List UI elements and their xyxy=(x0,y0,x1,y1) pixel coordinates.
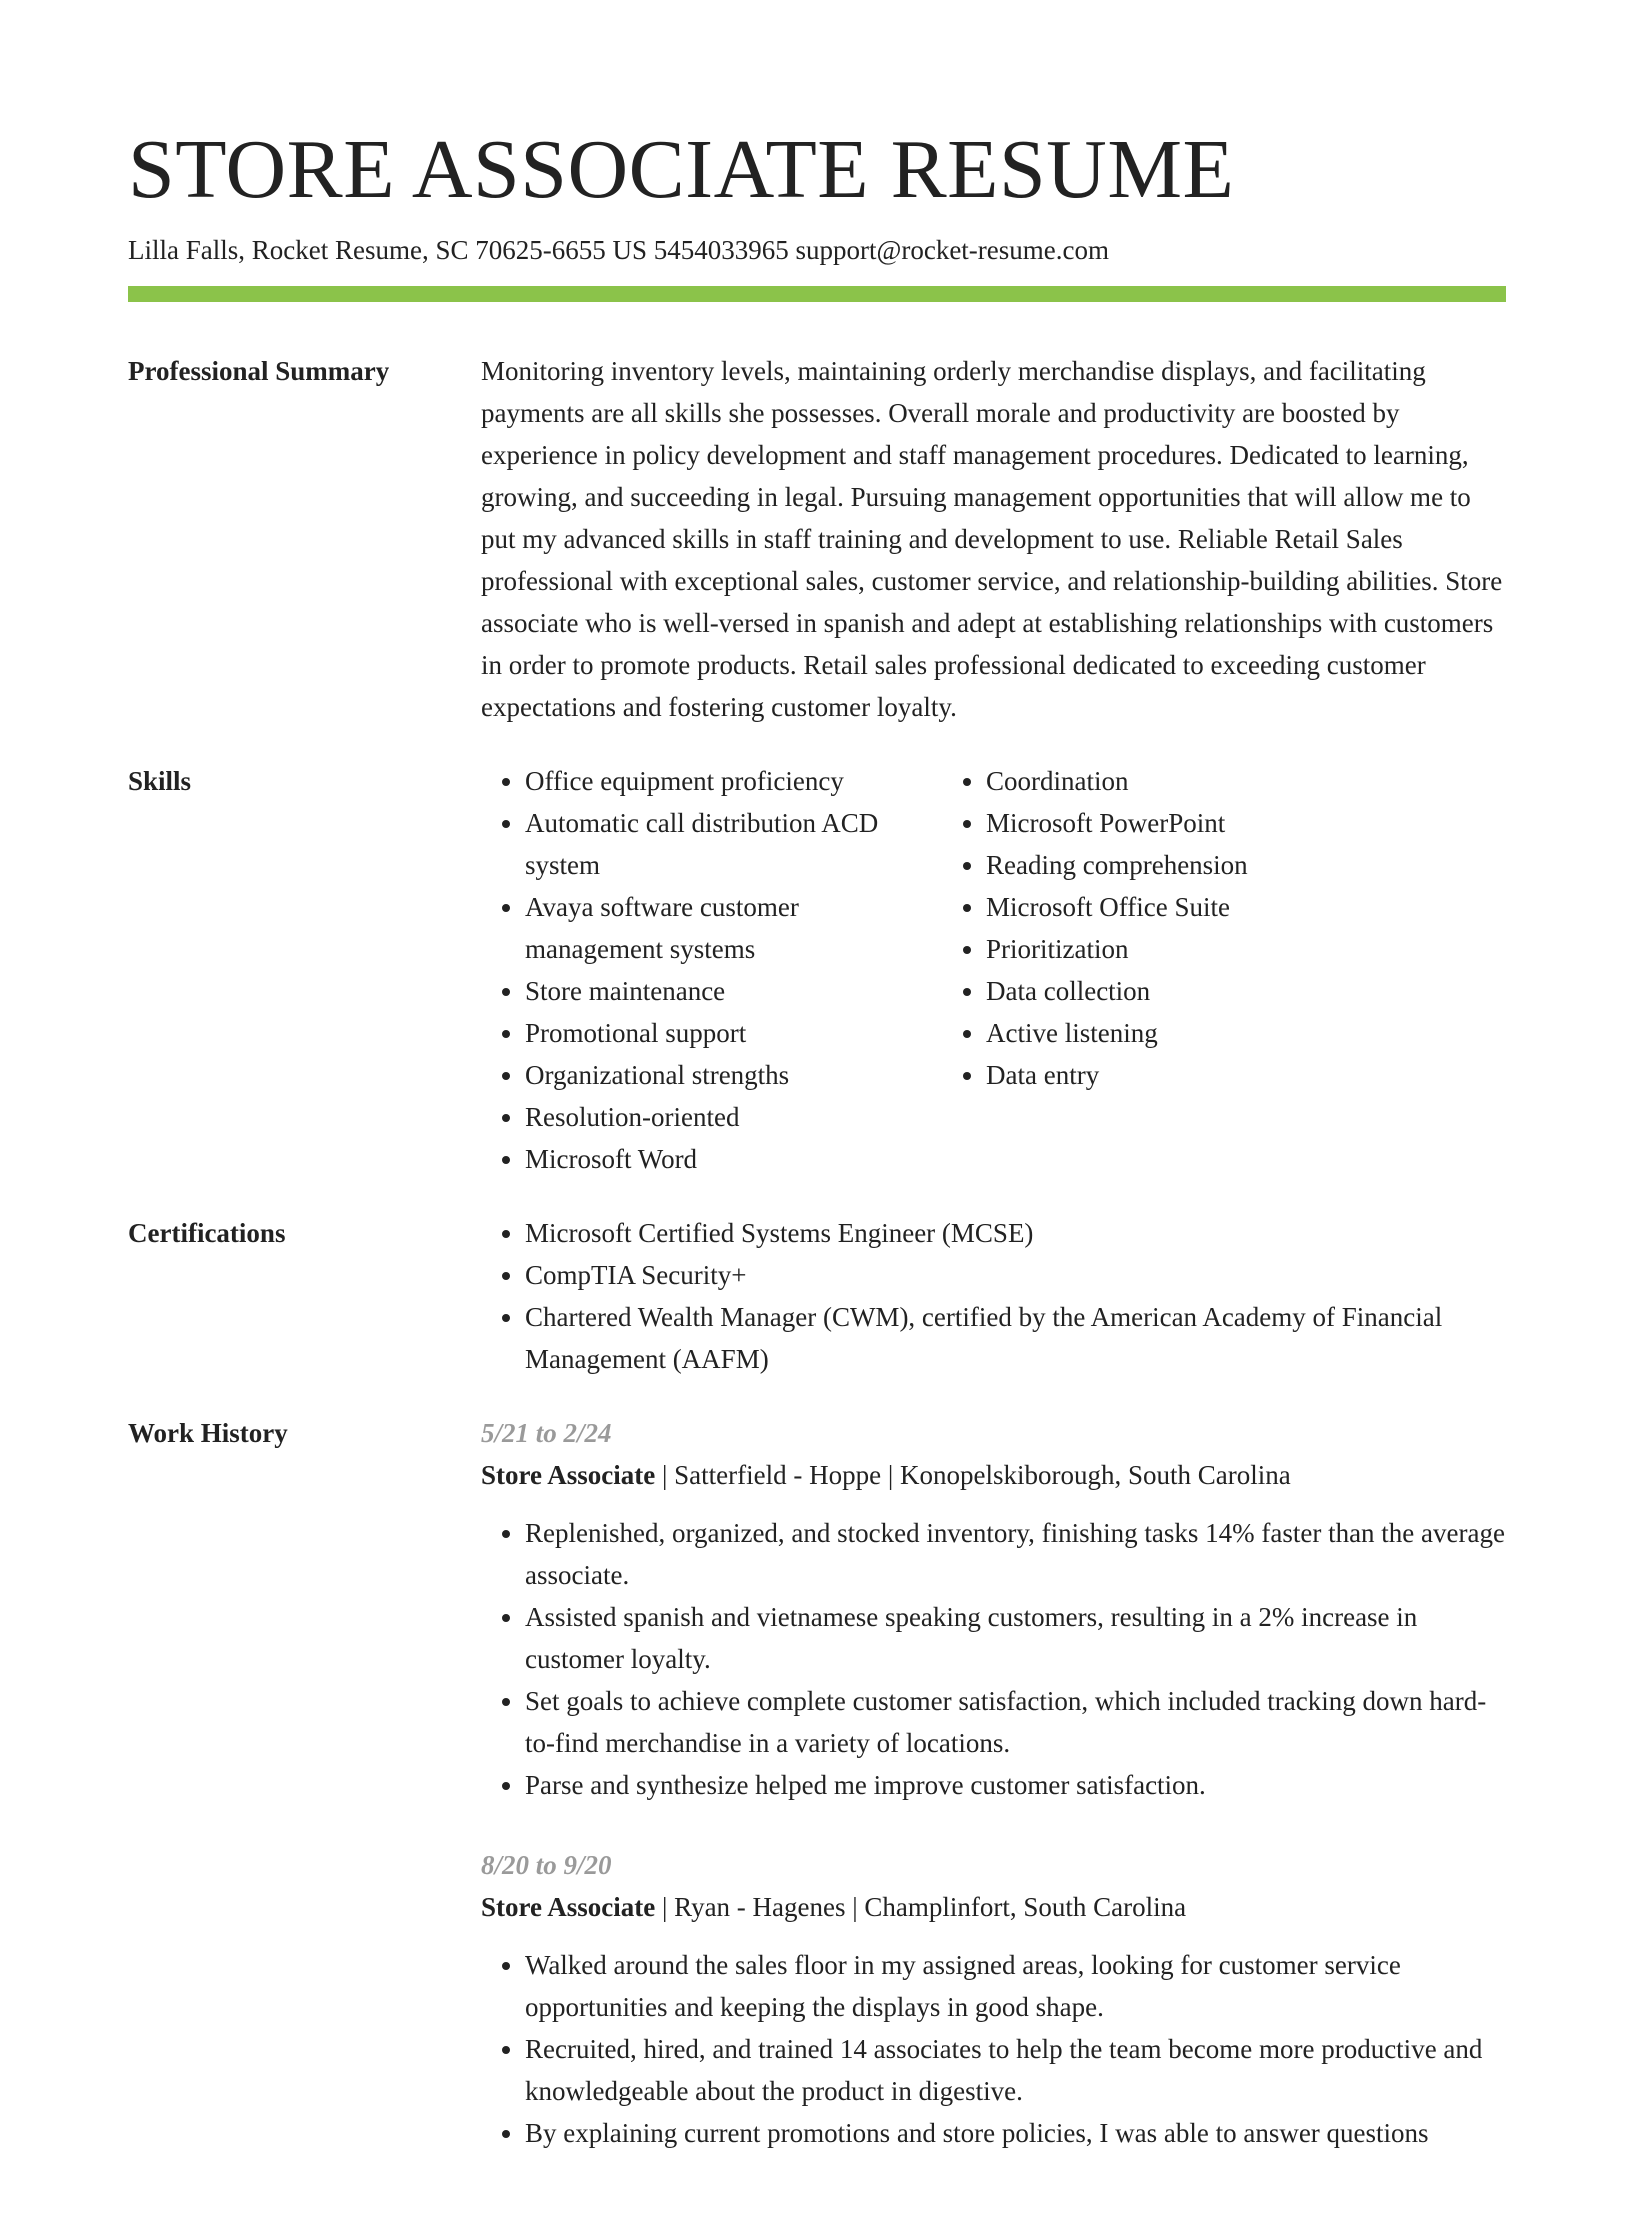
job-employer-location: | Ryan - Hagenes | Champlinfort, South Carolina xyxy=(655,1892,1187,1922)
job-heading xyxy=(481,1454,1506,1496)
section-label-work-history: Work History xyxy=(128,1418,288,1448)
skills-list-column-2 xyxy=(942,760,1462,1180)
skill-item: • Store maintenance xyxy=(525,970,942,1012)
section-work-history xyxy=(128,1412,1506,2192)
job-duty-item: • Recruited, hired, and trained 14 associates to help the team become more productive and knowledgeable about the product in digestive. xyxy=(525,2028,1506,2112)
skill-item: • Office equipment proficiency xyxy=(525,760,942,802)
summary-body xyxy=(481,350,1506,728)
job-dates: 5/21 to 2/24 xyxy=(481,1418,612,1448)
skill-item: • Resolution-oriented xyxy=(525,1096,942,1138)
skill-item: • Prioritization xyxy=(986,928,1462,970)
job-duty-item: • Walked around the sales floor in my assigned areas, looking for customer service opportunities and keeping the displays in good shape. xyxy=(525,1944,1506,2028)
skill-item: • Automatic call distribution ACD system xyxy=(525,802,942,886)
resume-sections xyxy=(128,350,1506,2224)
header-divider xyxy=(128,286,1506,302)
skill-item: • Microsoft PowerPoint xyxy=(986,802,1462,844)
job-dates: 8/20 to 9/20 xyxy=(481,1850,612,1880)
job-title: Store Associate xyxy=(481,1892,656,1922)
skill-item: • Active listening xyxy=(986,1012,1462,1054)
job-entry xyxy=(481,1412,1506,1806)
job-duty-item: • Replenished, organized, and stocked inventory, finishing tasks 14% faster than the average associate. xyxy=(525,1512,1506,1596)
job-duties-list xyxy=(481,1512,1506,1806)
job-duty-item: • By explaining current promotions and store policies, I was able to answer questions xyxy=(525,2112,1506,2154)
work-history-body xyxy=(481,1412,1506,2192)
certifications-list xyxy=(481,1212,1506,1380)
job-duty-item: • Assisted spanish and vietnamese speaking customers, resulting in a 2% increase in customer loyalty. xyxy=(525,1596,1506,1680)
skill-item: • Microsoft Office Suite xyxy=(986,886,1462,928)
section-certifications xyxy=(128,1212,1506,1380)
summary-text: Monitoring inventory levels, maintaining orderly merchandise displays, and facilitating payments are all skills she possesses. Overall morale and productivity are boosted by experience in policy development and staff management procedures. Dedicated to learning, growing, and succeeding in legal. Pursuing management opportunities that will allow me to put my advanced skills in staff training and development to use. Reliable Retail Sales professional with exceptional sales, customer service, and relationship-building abilities. Store associate who is well-versed in spanish and adept at establishing relationships with customers in order to promote products. Retail sales professional dedicated to exceeding customer expectations and fostering customer loyalty. xyxy=(481,356,1503,722)
section-label-skills: Skills xyxy=(128,766,192,796)
skill-item: • Data collection xyxy=(986,970,1462,1012)
certification-item: • Microsoft Certified Systems Engineer (MCSE) xyxy=(525,1212,1506,1254)
skill-item: • Reading comprehension xyxy=(986,844,1462,886)
skills-list-column-1 xyxy=(481,760,942,1180)
skills-body xyxy=(481,760,1506,1180)
skill-item: • Promotional support xyxy=(525,1012,942,1054)
skill-item: • Organizational strengths xyxy=(525,1054,942,1096)
section-professional-summary xyxy=(128,350,1506,728)
skill-item: • Data entry xyxy=(986,1054,1462,1096)
section-label-professional-summary: Professional Summary xyxy=(128,356,390,386)
job-duty-item: • Set goals to achieve complete customer satisfaction, which included tracking down hard-to-find merchandise in a variety of locations. xyxy=(525,1680,1506,1764)
section-label-certifications: Certifications xyxy=(128,1218,286,1248)
job-title: Store Associate xyxy=(481,1460,656,1490)
skill-item: • Microsoft Word xyxy=(525,1138,942,1180)
section-skills xyxy=(128,760,1506,1180)
certification-item: • CompTIA Security+ xyxy=(525,1254,1506,1296)
job-duty-item: • Parse and synthesize helped me improve customer satisfaction. xyxy=(525,1764,1506,1806)
job-employer-location: | Satterfield - Hoppe | Konopelskiborough, South Carolina xyxy=(655,1460,1291,1490)
certification-item: • Chartered Wealth Manager (CWM), certified by the American Academy of Financial Management (AAFM) xyxy=(525,1296,1506,1380)
skill-item: • Coordination xyxy=(986,760,1462,802)
contact-info: Lilla Falls, Rocket Resume, SC 70625-6655 US 5454033965 support@rocket-resume.com xyxy=(128,235,1110,265)
page-title: STORE ASSOCIATE RESUME xyxy=(128,123,1235,216)
certifications-body xyxy=(481,1212,1506,1380)
job-entry xyxy=(481,1844,1506,2154)
skill-item: • Avaya software customer management systems xyxy=(525,886,942,970)
job-duties-list xyxy=(481,1944,1506,2154)
job-heading xyxy=(481,1886,1506,1928)
